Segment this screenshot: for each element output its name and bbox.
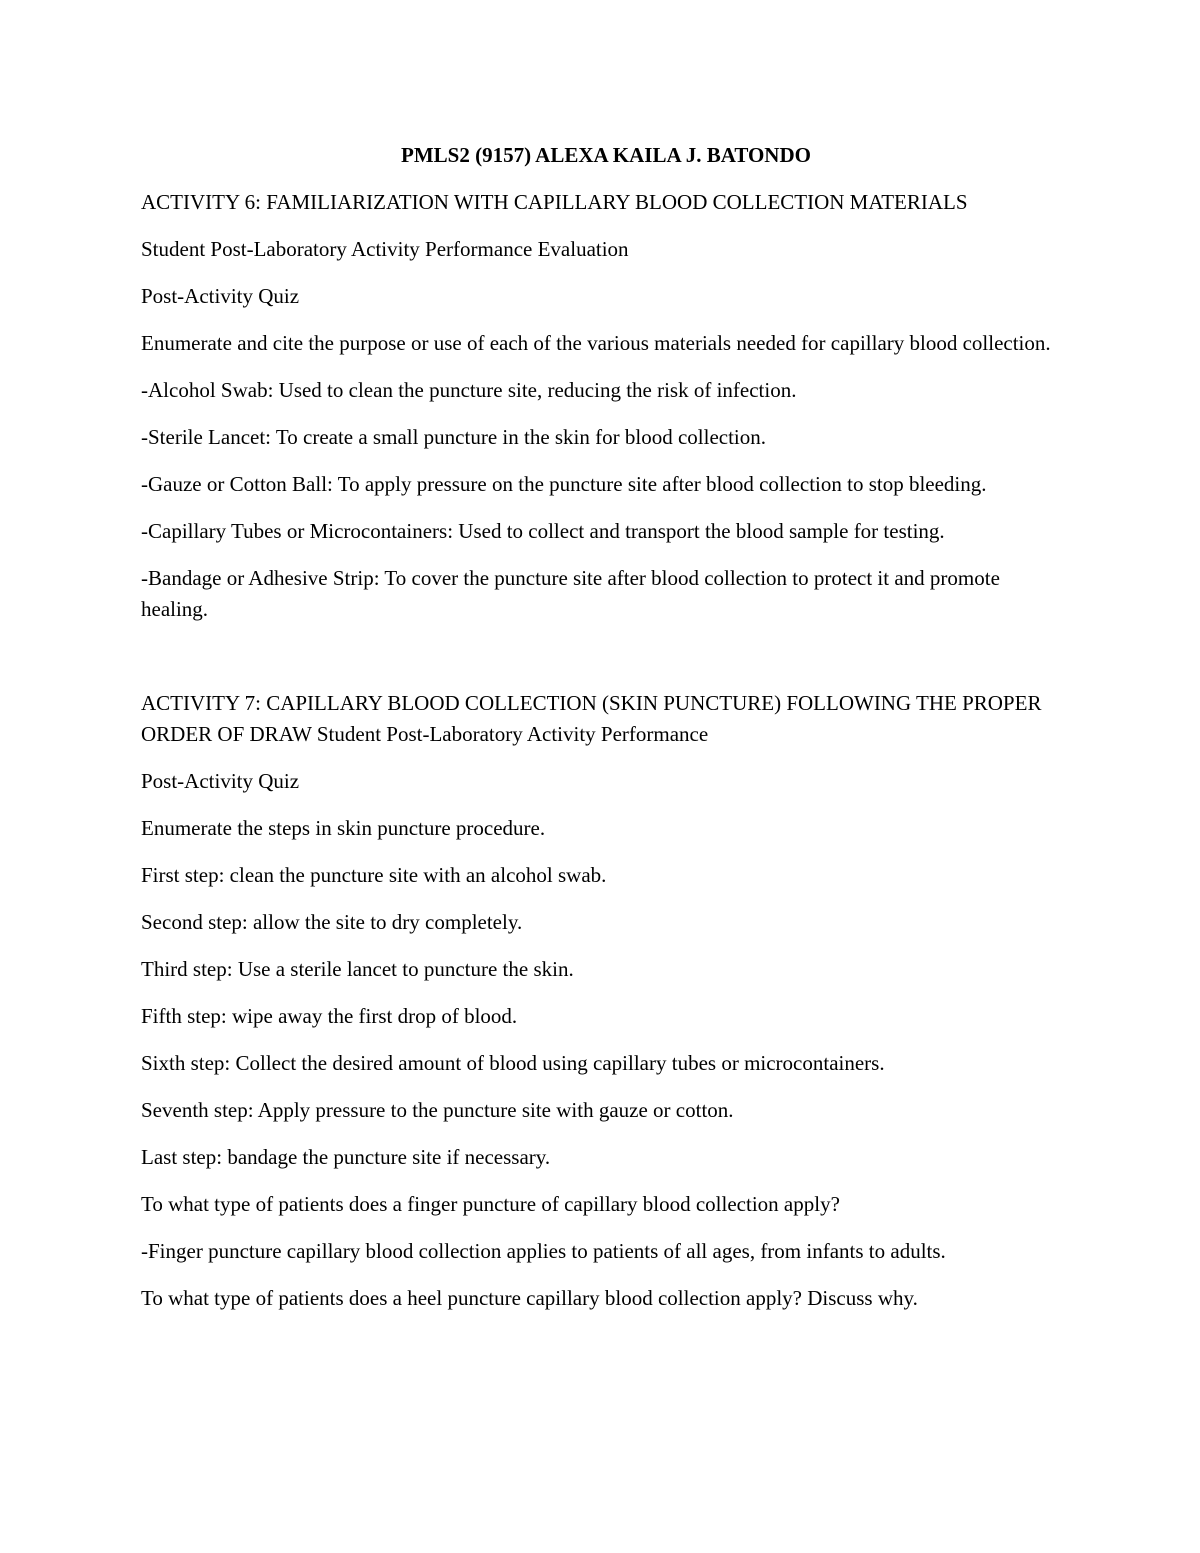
section-spacer bbox=[141, 641, 1071, 688]
procedure-step: Fifth step: wipe away the first drop of blood. bbox=[141, 1004, 518, 1028]
activity7-quiz-label: Post-Activity Quiz bbox=[141, 769, 300, 793]
procedure-step: Third step: Use a sterile lancet to puncture the skin. bbox=[141, 957, 574, 981]
activity6-question: Enumerate and cite the purpose or use of each of the various materials needed for capillary blood collection. bbox=[141, 331, 1051, 355]
activity6-answer: -Capillary Tubes or Microcontainers: Used to collect and transport the blood sample for testing. bbox=[141, 519, 945, 543]
document-title: PMLS2 (9157) ALEXA KAILA J. BATONDO bbox=[401, 143, 811, 167]
activity7-question: To what type of patients does a finger puncture of capillary blood collection apply? bbox=[141, 1192, 840, 1216]
activity7-question: Enumerate the steps in skin puncture procedure. bbox=[141, 816, 546, 840]
activity6-answer: -Sterile Lancet: To create a small puncture in the skin for blood collection. bbox=[141, 425, 767, 449]
procedure-step: Seventh step: Apply pressure to the puncture site with gauze or cotton. bbox=[141, 1098, 734, 1122]
activity7-heading: ACTIVITY 7: CAPILLARY BLOOD COLLECTION (SKIN PUNCTURE) FOLLOWING THE PROPER ORDER OF DRAW Student Post-Laboratory Activity Performance bbox=[141, 691, 1042, 746]
procedure-step: Sixth step: Collect the desired amount of blood using capillary tubes or microcontainers. bbox=[141, 1051, 885, 1075]
activity6-answer: -Alcohol Swab: Used to clean the puncture site, reducing the risk of infection. bbox=[141, 378, 797, 402]
activity7-question: To what type of patients does a heel puncture capillary blood collection apply? Discuss why. bbox=[141, 1286, 918, 1310]
document-body bbox=[141, 140, 1071, 1330]
activity6-quiz-label: Post-Activity Quiz bbox=[141, 284, 300, 308]
activity6-answer: -Gauze or Cotton Ball: To apply pressure on the puncture site after blood collection to stop bleeding. bbox=[141, 472, 987, 496]
activity6-heading: ACTIVITY 6: FAMILIARIZATION WITH CAPILLARY BLOOD COLLECTION MATERIALS bbox=[141, 190, 968, 214]
procedure-step: Second step: allow the site to dry completely. bbox=[141, 910, 523, 934]
activity7-answer: -Finger puncture capillary blood collection applies to patients of all ages, from infants to adults. bbox=[141, 1239, 946, 1263]
activity6-subtitle: Student Post-Laboratory Activity Performance Evaluation bbox=[141, 237, 629, 261]
procedure-step: Last step: bandage the puncture site if necessary. bbox=[141, 1145, 551, 1169]
procedure-step: First step: clean the puncture site with an alcohol swab. bbox=[141, 863, 607, 887]
activity6-answer: -Bandage or Adhesive Strip: To cover the puncture site after blood collection to protect it and promote healing. bbox=[141, 566, 1000, 621]
